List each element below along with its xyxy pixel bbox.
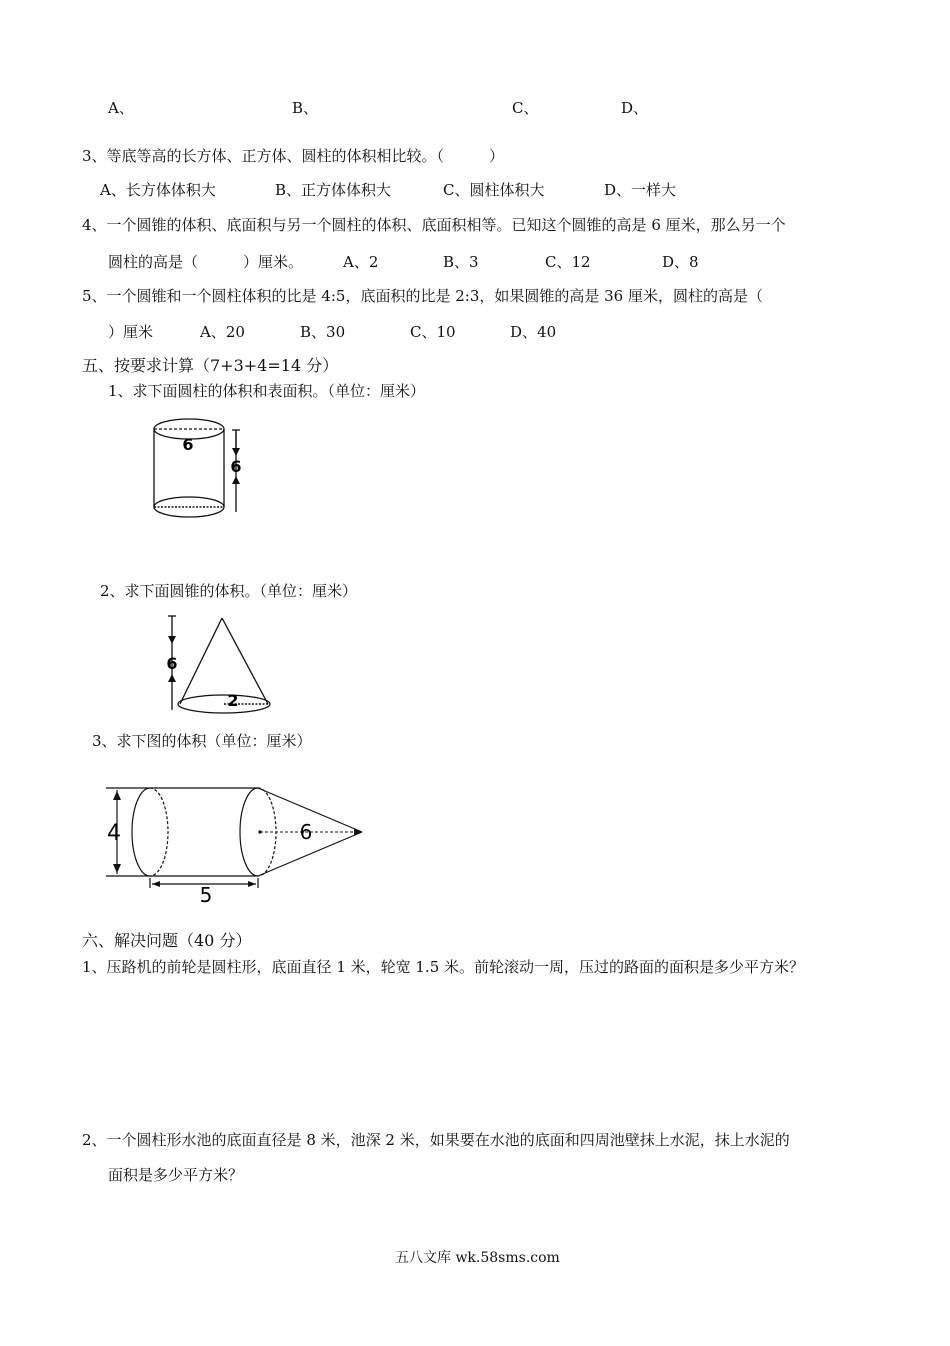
figure3-cylinder-length-label: 5 [199,883,213,907]
q4-option-c: C、12 [545,253,591,271]
section-5-problem-3: 3、求下图的体积（单位：厘米） [92,732,312,750]
cone-radius-label: 2 [227,691,239,710]
q4-option-a: A、2 [343,253,379,271]
section-6-title: 六、解决问题（40 分） [82,931,252,950]
q4-option-d: D、8 [662,253,699,271]
section-6-question-2-line1: 2、一个圆柱形水池的底面直径是 8 米，池深 2 米，如果要在水池的底面和四周池壁抹上水泥，抹上水泥的 [82,1131,790,1149]
cone-figure [160,612,280,722]
question-4-line1: 4、一个圆锥的体积、底面积与另一个圆柱的体积、底面积相等。已知这个圆锥的高是 6 厘米，那么另一个 [82,216,786,234]
q3-option-a: A、长方体体积大 [100,181,216,199]
q5-option-a: A、20 [200,323,245,341]
figure3-diameter-label: 4 [107,821,121,846]
q3-option-d: D、一样大 [604,181,677,199]
question-3: 3、等底等高的长方体、正方体、圆柱的体积相比较。（ ） [82,147,505,165]
question-4-line2: 圆柱的高是（ ）厘米。 [108,253,304,271]
q3-option-b: B、正方体体积大 [275,181,392,199]
q5-option-b: B、30 [300,323,346,341]
section-5-problem-2: 2、求下面圆锥的体积。（单位：厘米） [100,582,358,600]
question-5-line2: ）厘米 [108,323,154,341]
cylinder-diameter-label: 6 [182,435,194,454]
q4-option-b: B、3 [443,253,479,271]
q5-option-c: C、10 [410,323,456,341]
cone-height-label: 6 [166,654,178,673]
cylinder-figure [140,412,250,522]
top-option-a: A、 [108,99,134,117]
top-option-b: B、 [292,99,319,117]
page-footer: 五八文库 wk.58sms.com [395,1250,560,1266]
top-option-c: C、 [512,99,539,117]
section-6-question-2-line2: 面积是多少平方米？ [108,1166,244,1184]
figure3-cone-height-label: 6 [299,820,313,844]
q5-option-d: D、40 [510,323,557,341]
question-5-line1: 5、一个圆锥和一个圆柱体积的比是 4:5，底面积的比是 2:3，如果圆锥的高是 36 厘米，圆柱的高是（ [82,287,763,305]
q3-option-c: C、圆柱体积大 [443,181,545,199]
section-5-problem-1: 1、求下面圆柱的体积和表面积。（单位：厘米） [108,382,426,400]
cylinder-height-label: 6 [230,457,242,476]
top-option-d: D、 [621,99,649,117]
section-6-question-1: 1、压路机的前轮是圆柱形，底面直径 1 米，轮宽 1.5 米。前轮滚动一周，压过的路面的面积是多少平方米？ [82,958,805,976]
cylinder-cone-figure [100,778,370,908]
section-5-title: 五、按要求计算（7+3+4=14 分） [82,356,339,375]
